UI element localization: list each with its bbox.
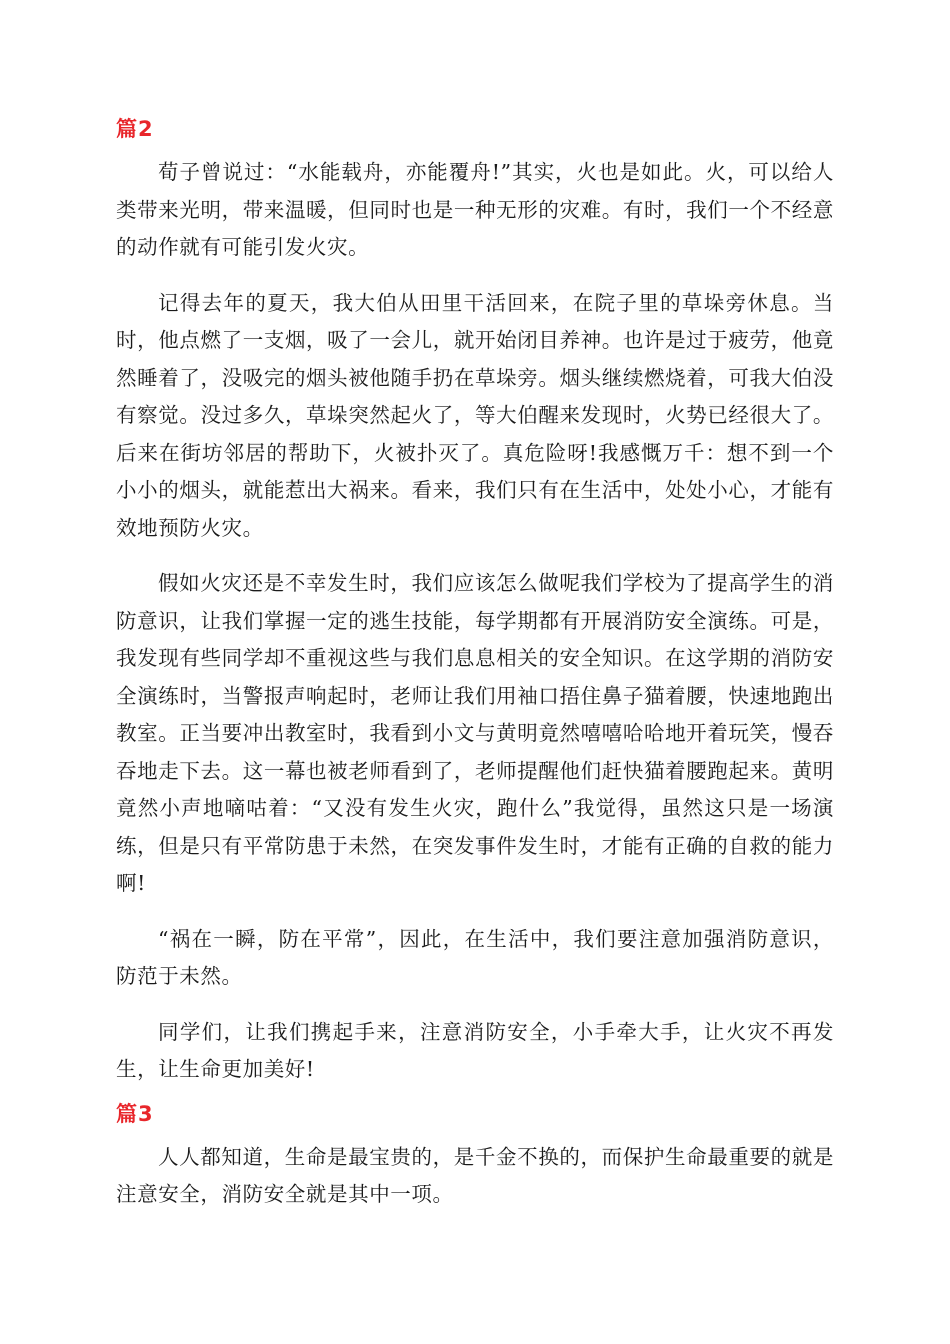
paragraph: 荀子曾说过：“水能载舟，亦能覆舟!”其实，火也是如此。火，可以给人类带来光明，带来温暖，但同时也是一种无形的灾难。有时，我们一个不经意的动作就有可能引发火灾。 (116, 160, 834, 259)
paragraph: 记得去年的夏天，我大伯从田里干活回来，在院子里的草垛旁休息。当时，他点燃了一支烟，吸了一会儿，就开始闭目养神。也许是过于疲劳，他竟然睡着了，没吸完的烟头被他随手扔在草垛旁。烟头继续燃烧着，可我大伯没有察觉。没过多久，草垛突然起火了，等大伯醒来发现时，火势已经很大了。后来在街坊邻居的帮助下，火被扑灭了。真危险呀!我感慨万千：想不到一个小小的烟头，就能惹出大祸来。看来，我们只有在生活中，处处小心，才能有效地预防火灾。 (116, 290, 834, 540)
document-body (116, 112, 834, 1214)
section-title-3: 篇3 (116, 1101, 154, 1126)
paragraph: 假如火灾还是不幸发生时，我们应该怎么做呢我们学校为了提高学生的消防意识，让我们掌握一定的逃生技能，每学期都有开展消防安全演练。可是，我发现有些同学却不重视这些与我们息息相关的安全知识。在这学期的消防安全演练时，当警报声响起时，老师让我们用袖口捂住鼻子猫着腰，快速地跑出教室。正当要冲出教室时，我看到小文与黄明竟然嘻嘻哈哈地开着玩笑，慢吞吞地走下去。这一幕也被老师看到了，老师提醒他们赶快猫着腰跑起来。黄明竟然小声地嘀咕着：“又没有发生火灾，跑什么”我觉得，虽然这只是一场演练，但是只有平常防患于未然，在突发事件发生时，才能有正确的自救的能力啊! (116, 571, 834, 895)
paragraph: “祸在一瞬，防在平常”，因此，在生活中，我们要注意加强消防意识，防范于未然。 (116, 926, 834, 988)
paragraph: 人人都知道，生命是最宝贵的，是千金不换的，而保护生命最重要的就是注意安全，消防安全就是其中一项。 (116, 1144, 834, 1206)
section-title-2: 篇2 (116, 117, 154, 141)
paragraph: 同学们，让我们携起手来，注意消防安全，小手牵大手，让火灾不再发生，让生命更加美好! (116, 1019, 834, 1081)
